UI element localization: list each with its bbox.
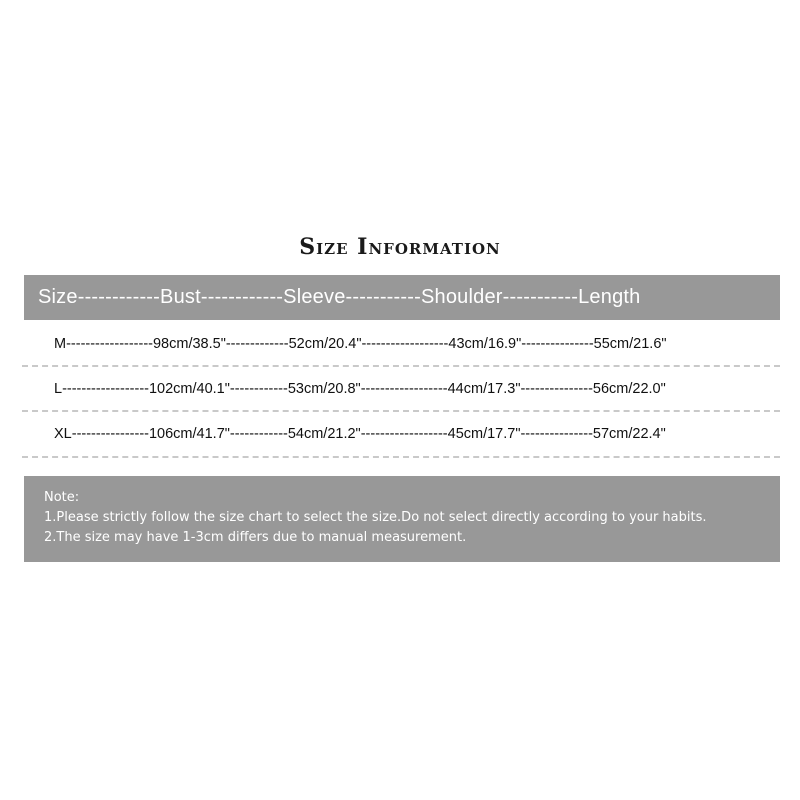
note-line-2: 2.The size may have 1-3cm differs due to manual measurement. bbox=[44, 530, 467, 545]
size-table-header: Size------------Bust------------Sleeve-----------Shoulder-----------Length bbox=[24, 275, 780, 320]
size-row-l: L------------------102cm/40.1"------------53cm/20.8"------------------44cm/17.3"---------------56cm/22.0" bbox=[54, 381, 666, 397]
row-divider bbox=[22, 410, 780, 412]
note-line-1: 1.Please strictly follow the size chart to select the size.Do not select directly according to your habits. bbox=[44, 510, 707, 525]
note-box bbox=[24, 476, 780, 562]
size-row-xl: XL----------------106cm/41.7"------------54cm/21.2"------------------45cm/17.7"---------------57cm/22.4" bbox=[54, 426, 666, 442]
size-row-m: M------------------98cm/38.5"-------------52cm/20.4"------------------43cm/16.9"---------------55cm/21.6" bbox=[54, 336, 667, 352]
page-title: Size Information bbox=[299, 234, 501, 260]
row-divider bbox=[22, 365, 780, 367]
row-divider bbox=[22, 456, 780, 458]
note-heading: Note: bbox=[44, 490, 80, 505]
